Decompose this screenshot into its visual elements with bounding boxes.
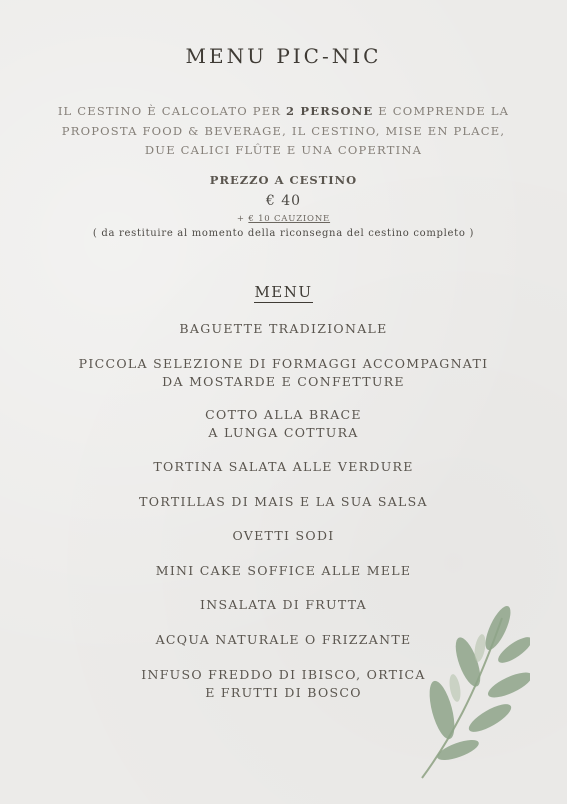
price-value: € 40 (265, 193, 302, 209)
menu-item: TORTILLAS DI MAIS E LA SUA SALSA (139, 494, 428, 509)
deposit-text: + € 10 CAUZIONE (236, 214, 331, 224)
intro-text (40, 102, 527, 161)
menu-item: ACQUA NATURALE O FRIZZANTE (155, 632, 412, 647)
olive-branch-icon (410, 600, 530, 785)
menu-item: OVETTI SODI (232, 528, 335, 543)
intro-line-1: IL CESTINO È CALCOLATO PER 2 PERSONE E COMPRENDE LA (57, 104, 510, 118)
menu-item: COTTO ALLA BRACE A LUNGA COTTURA (205, 407, 362, 440)
deposit-amount: € 10 CAUZIONE (248, 214, 331, 224)
intro-line-3: DUE CALICI FLÛTE E UNA COPERTINA (144, 143, 423, 157)
menu-item: MINI CAKE SOFFICE ALLE MELE (155, 563, 412, 578)
menu-heading: MENU (254, 283, 313, 301)
deposit-note: ( da restituire al momento della riconsegna del cestino completo ) (92, 228, 475, 239)
intro-persons: 2 PERSONE (286, 104, 374, 118)
intro-line-2: PROPOSTA FOOD & BEVERAGE, IL CESTINO, MISE EN PLACE, (61, 123, 506, 138)
page-title: MENU PIC-NIC (185, 44, 382, 68)
price-label: PREZZO A CESTINO (209, 173, 358, 187)
menu-item: TORTINA SALATA ALLE VERDURE (153, 459, 414, 474)
menu-item: BAGUETTE TRADIZIONALE (179, 321, 388, 336)
menu-item: INSALATA DI FRUTTA (200, 597, 367, 612)
menu-item: INFUSO FREDDO DI IBISCO, ORTICA E FRUTTI DI BOSCO (141, 667, 426, 700)
menu-item: PICCOLA SELEZIONE DI FORMAGGI ACCOMPAGNATI DA MOSTARDE E CONFETTURE (78, 356, 489, 389)
